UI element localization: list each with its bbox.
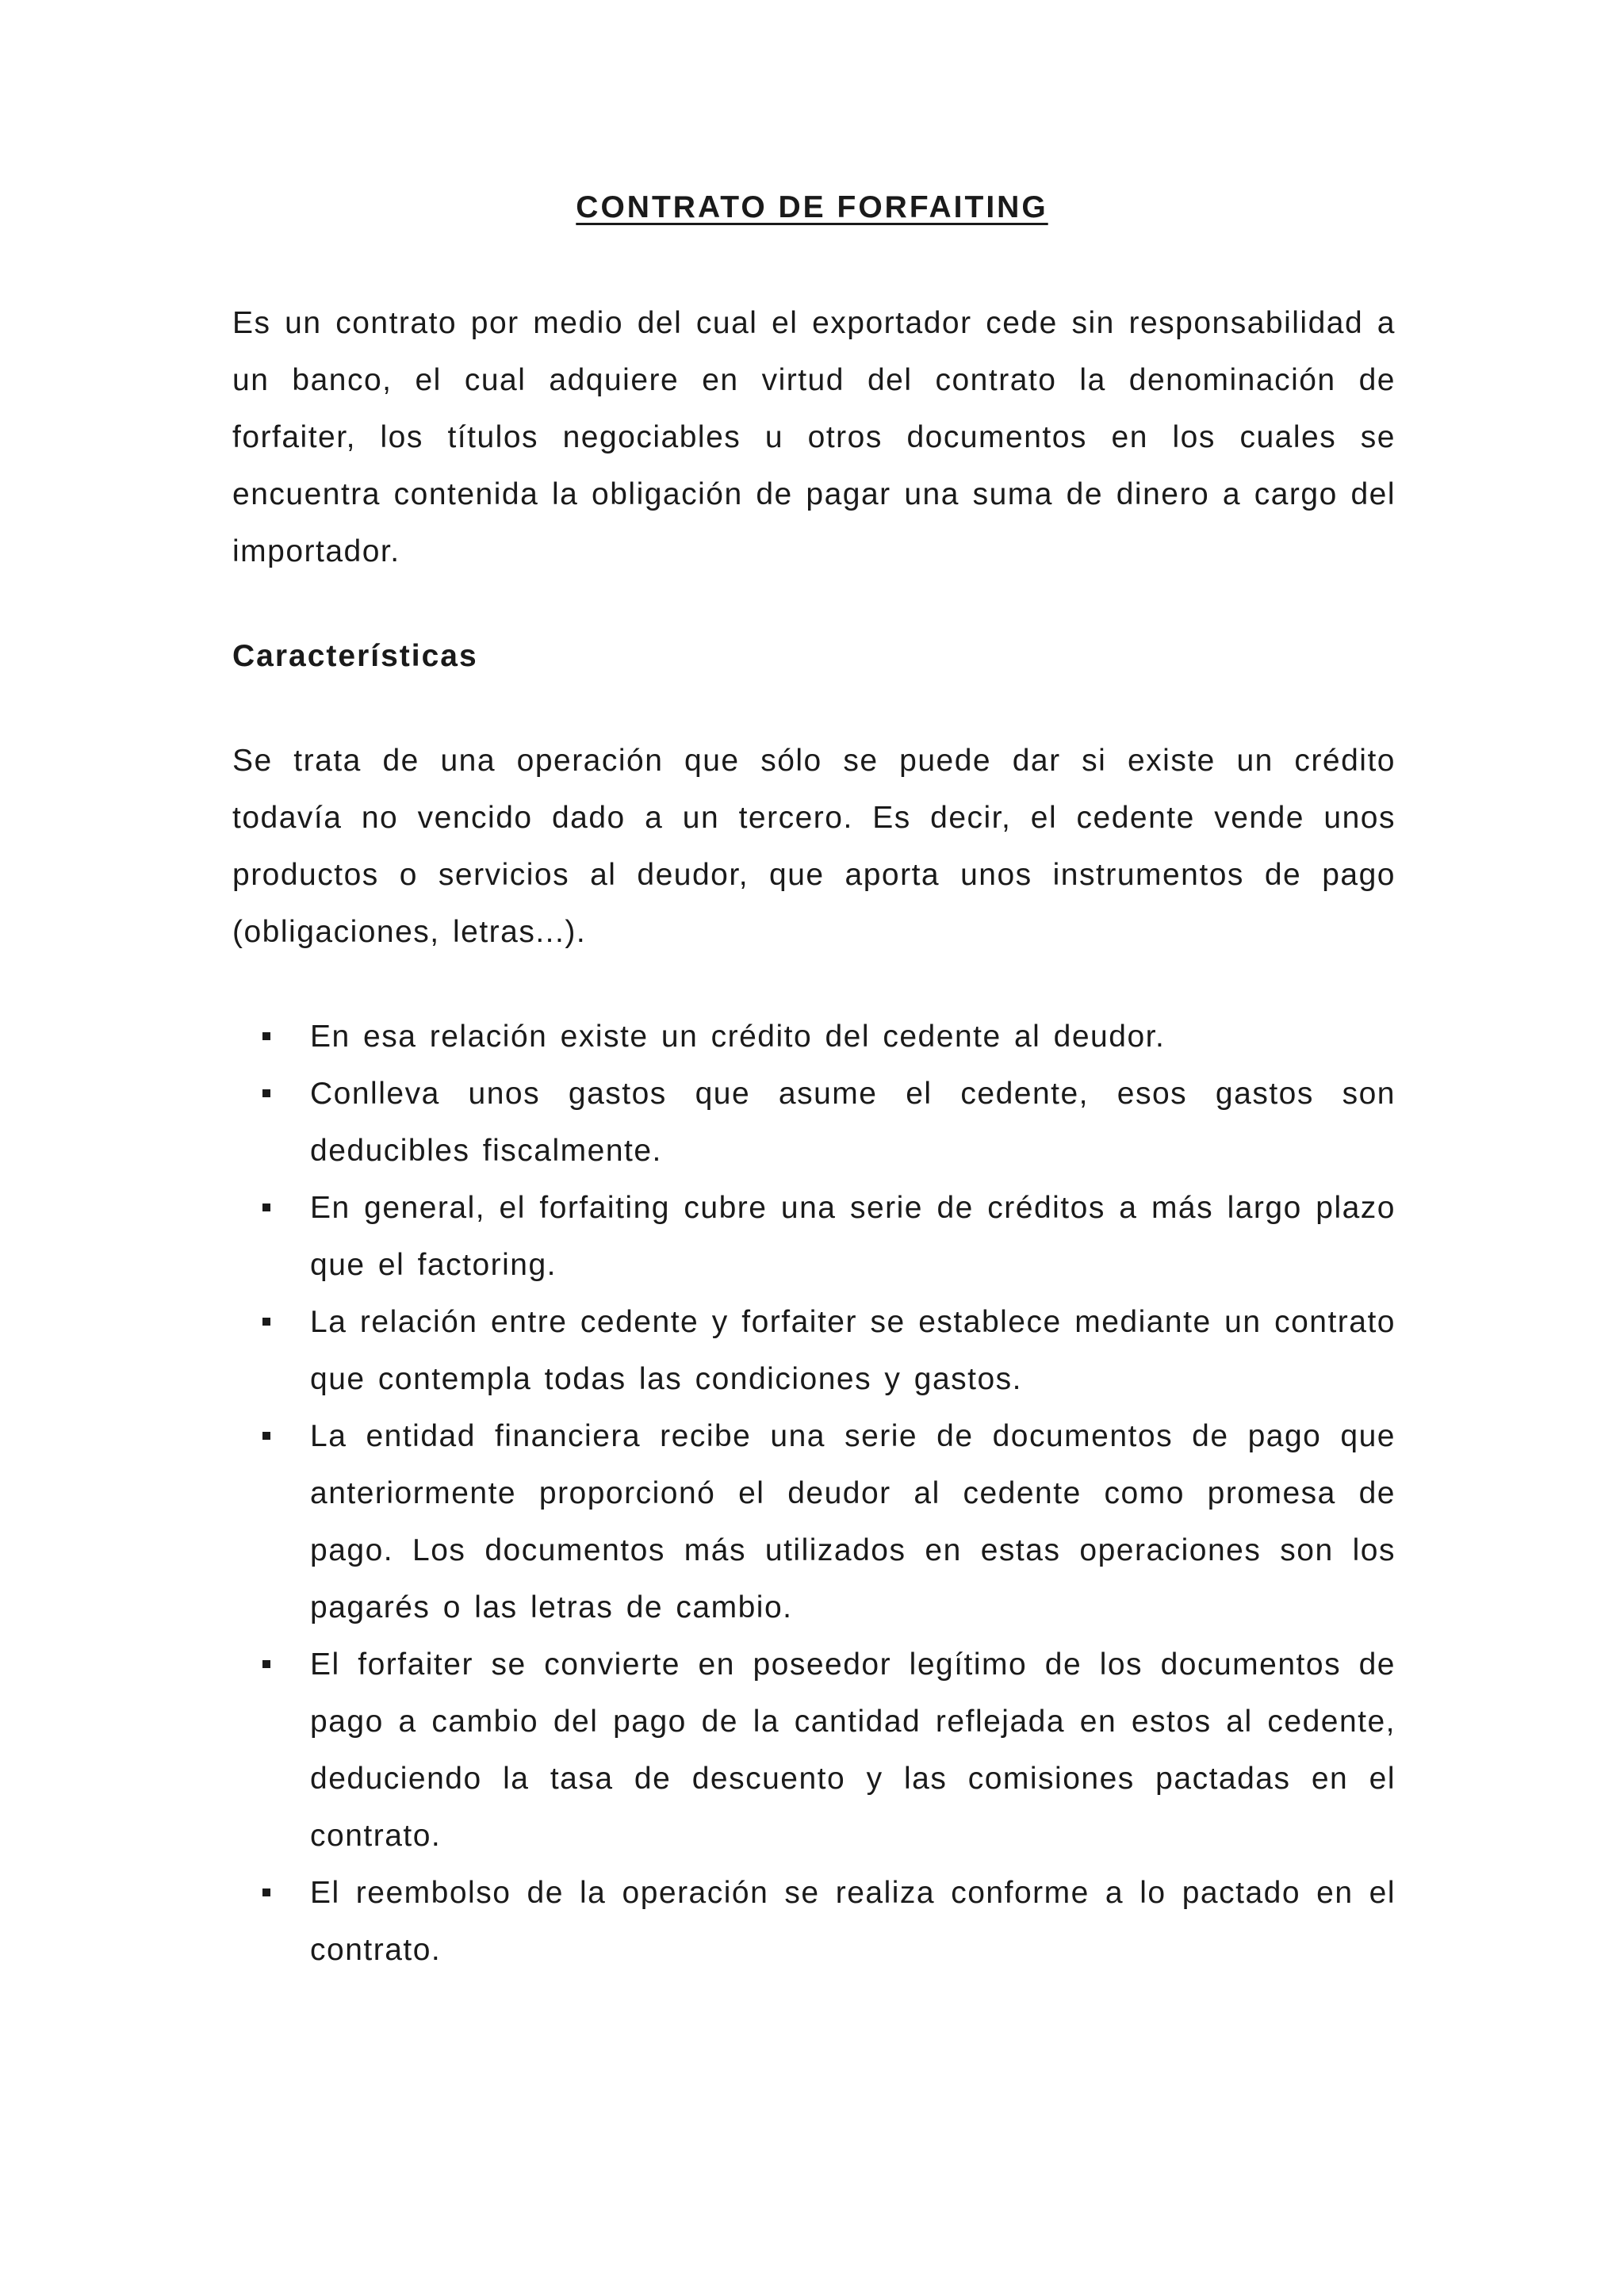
list-item-text: La relación entre cedente y forfaiter se establece mediante un contrato que contempla todas las condiciones y gastos. [310,1305,1396,1396]
list-item-text: La entidad financiera recibe una serie de documentos de pago que anteriormente proporcionó el deudor al cedente como promesa de pago. Los documentos más utilizados en estas operaciones son los pagarés o las letras de cambio. [310,1419,1396,1624]
document-body [232,295,1396,1979]
section-paragraph: Se trata de una operación que sólo se puede dar si existe un crédito todavía no vencido dado a un tercero. Es decir, el cedente vende unos productos o servicios al deudor, que aporta unos instrumentos de pago (obligaciones, letras...). [232,744,1396,949]
section-heading: Características [232,639,478,673]
list-item [232,1008,1396,1066]
square-bullet-icon [262,1432,270,1440]
square-bullet-icon [262,1888,270,1896]
square-bullet-icon [262,1203,270,1211]
list-item-text: Conlleva unos gastos que asume el cedente, esos gastos son deducibles fiscalmente. [310,1077,1396,1168]
spacer [232,685,1396,733]
list-item-text: El forfaiter se convierte en poseedor legítimo de los documentos de pago a cambio del pago de la cantidad reflejada en estos al cedente, deduciendo la tasa de descuento y las comisiones pactadas en el contrato. [310,1647,1396,1853]
square-bullet-icon [262,1318,270,1326]
square-bullet-icon [262,1089,270,1097]
list-item [232,1408,1396,1636]
list-item-text: En esa relación existe un crédito del cedente al deudor. [310,1020,1166,1054]
square-bullet-icon [262,1660,270,1668]
square-bullet-icon [262,1032,270,1040]
list-item [232,1066,1396,1180]
list-item [232,1180,1396,1294]
bullet-list [232,1008,1396,1979]
document-title: CONTRATO DE FORFAITING [576,190,1048,224]
intro-paragraph: Es un contrato por medio del cual el exportador cede sin responsabilidad a un banco, el cual adquiere en virtud del contrato la denominación de forfaiter, los títulos negociables u otros documentos en los cuales se encuentra contenida la obligación de pagar una suma de dinero a cargo del importador. [232,306,1396,568]
list-item-text: El reembolso de la operación se realiza conforme a lo pactado en el contrato. [310,1876,1396,1967]
list-item-text: En general, el forfaiting cubre una serie de créditos a más largo plazo que el factoring. [310,1191,1396,1282]
list-item [232,1865,1396,1979]
spacer [232,961,1396,1008]
list-item [232,1636,1396,1865]
list-item [232,1294,1396,1408]
spacer [232,580,1396,628]
